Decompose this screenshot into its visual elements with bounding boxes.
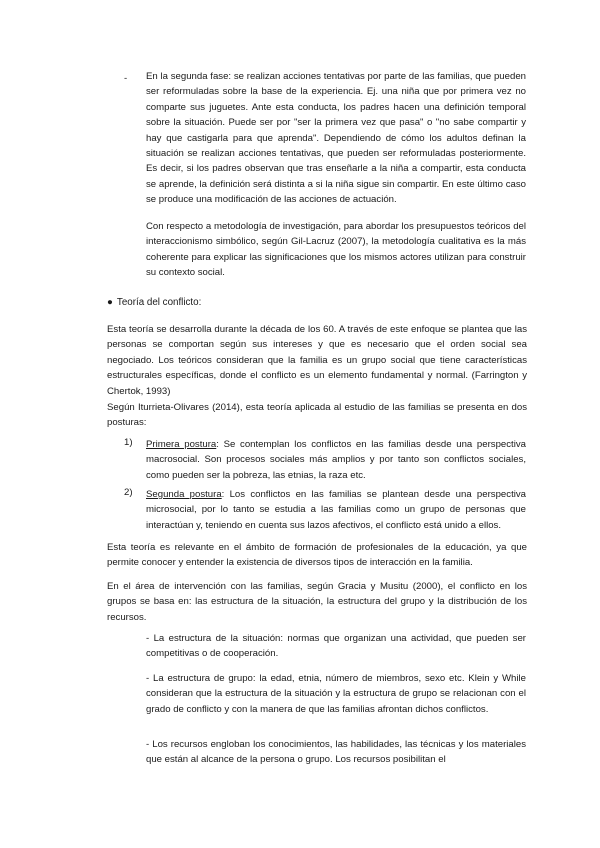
postura-title: Primera postura	[146, 439, 217, 450]
heading-text: Teoría del conflicto:	[116, 297, 202, 308]
paragraph-segunda-fase	[146, 69, 526, 208]
postura-title: Segunda postura	[146, 489, 222, 500]
postura-item	[146, 437, 526, 483]
postura-item	[146, 487, 526, 533]
paragraph-metodologia: Con respecto a metodología de investigación, para abordar los presupuestos teóricos del interaccionismo simbólico, según Gil-Lacruz (2007), la metodología cualitativa es la más coherente para explicar las significaciones que los mismos actores utilizan para construir su contexto social.	[146, 221, 526, 279]
fase-lead: En la segunda fase:	[146, 71, 232, 82]
paragraph-relevante: Esta teoría es relevante en el ámbito de formación de profesionales de la educación, ya que permite conocer y entender la existencia de diversos tipos de interacción en la familia.	[107, 542, 527, 569]
postura-text: : Se contemplan los conflictos en las familias desde una perspectiva macrosocial. Son procesos sociales más amplios y por tanto son conflictos sociales, como pueden ser la pobreza, las etnias, la raza etc.	[146, 439, 526, 481]
section-heading	[107, 297, 201, 308]
paragraph-intro: Esta teoría se desarrolla durante la década de los 60. A través de este enfoque se plantea que las personas se comportan según sus intereses y que es necesario que el orden social sea negociado. Los teóricos consideran que la familia es un grupo social que tiene características estructurales específicas, donde el conflicto es un elemento fundamental y normal. (Farrington y Chertok, 1993)	[107, 324, 527, 397]
postura-number: 1)	[124, 437, 133, 448]
list-dash: -	[124, 73, 128, 84]
list-item: - La estructura de grupo: la edad, etnia, número de miembros, sexo etc. Klein y While consideran que la estructura de la situación y la estructura de grupo se relacionan con el grado de conflicto y con la manera de que las familias afrontan dichos conflictos.	[146, 673, 526, 715]
fase-text: se realizan acciones tentativas por parte de las familias, que pueden ser reformuladas sobre la base de la experiencia. Ej. una niña que por primera vez no comparte sus juguetes. Ante esta conducta, los padres hacen una definición temporal sobre la situación. Puede ser por "ser la primera vez que pasa" o "no sabe compartir y hay que castigarla para que aprenda". Dependiendo de cómo los adultos definan la situación se realizan acciones tentativas, que pueden ser reformuladas posteriormente. Es decir, si los padres observan que tras enseñarle a la niña a compartir, esta conducta se aprende, la definición será distinta a si la niña sigue sin compartir. En este último caso se produce una modificación de las acciones de actuación.	[146, 71, 526, 206]
bullet-icon: ●	[107, 297, 113, 308]
postura-number: 2)	[124, 487, 133, 498]
postura-text: : Los conflictos en las familias se plantean desde una perspectiva microsocial, por lo tanto se estudia a las familias como un grupo de personas que interactúan y, teniendo en cuenta sus lazos afectivos, el conflicto está unido a ellos.	[146, 489, 526, 531]
paragraph-area: En el área de intervención con las familias, según Gracia y Musitu (2000), el conflicto en los grupos se basa en: las estructura de la situación, la estructura del grupo y la distribución de los recursos.	[107, 581, 527, 623]
list-item: - Los recursos engloban los conocimientos, las habilidades, las técnicas y los materiales que están al alcance de la persona o grupo. Los recursos posibilitan el	[146, 739, 526, 766]
paragraph-segun: Según Iturrieta-Olivares (2014), esta teoría aplicada al estudio de las familias se presenta en dos posturas:	[107, 402, 527, 429]
list-item: - La estructura de la situación: normas que organizan una actividad, que pueden ser competitivas o de cooperación.	[146, 633, 526, 660]
